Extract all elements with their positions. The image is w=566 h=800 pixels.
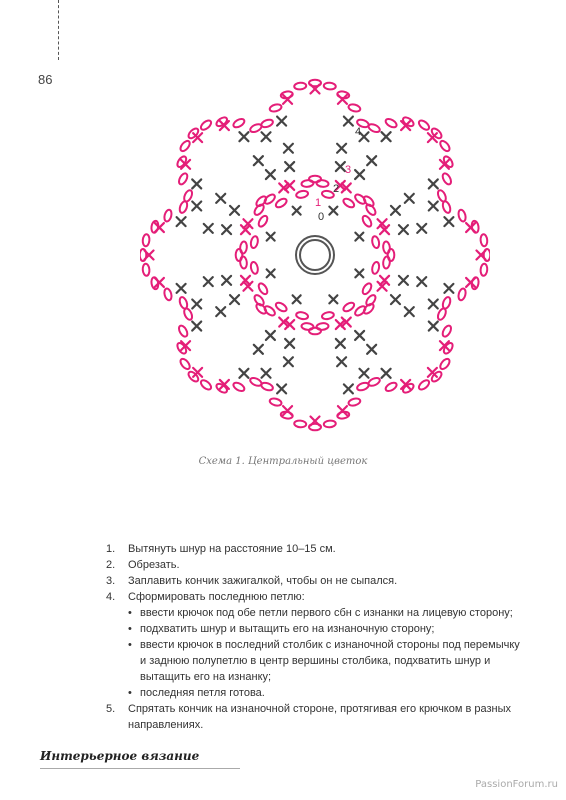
sc-stitch-icon [277, 384, 286, 393]
step-number: 4. [106, 591, 116, 603]
chain-stitch-icon [142, 234, 150, 247]
chain-stitch-icon [257, 214, 269, 228]
chain-stitch-icon [301, 180, 314, 188]
sc-stitch-icon [254, 345, 263, 354]
instruction-step [106, 701, 526, 733]
bullet-icon: • [128, 623, 132, 635]
chain-stitch-icon [417, 119, 430, 132]
sc-stitch-icon [204, 224, 213, 233]
chain-stitch-icon [274, 197, 288, 209]
sc-stitch-icon [177, 217, 186, 226]
sc-stitch-icon [267, 233, 275, 241]
sc-stitch-icon [337, 357, 346, 366]
sc-stitch-icon [284, 144, 293, 153]
crochet-diagram [140, 60, 490, 450]
sc-stitch-icon [155, 223, 164, 232]
chain-stitch-icon [371, 261, 380, 274]
chain-stitch-icon [457, 288, 466, 301]
sc-stitch-icon [329, 207, 337, 215]
chain-stitch-icon [255, 195, 268, 208]
instruction-substep [106, 685, 526, 701]
chain-stitch-icon [439, 139, 452, 152]
footer-rule [40, 768, 240, 769]
sc-stitch-icon [266, 331, 275, 340]
step-number: 2. [106, 559, 116, 571]
sc-stitch-icon [293, 295, 301, 303]
sc-stitch-icon [466, 223, 475, 232]
sc-stitch-icon [254, 156, 263, 165]
instruction-substep [106, 637, 526, 685]
chain-stitch-icon [365, 294, 378, 307]
sc-stitch-icon [216, 307, 225, 316]
chain-stitch-icon [362, 302, 375, 315]
bullet-icon: • [128, 607, 132, 619]
chain-stitch-icon [232, 381, 246, 393]
chain-stitch-icon [457, 209, 466, 222]
step-text: Заплавить кончик зажигалкой, чтобы он не сыпался. [128, 575, 398, 587]
chain-stitch-icon [269, 103, 282, 112]
chain-stitch-icon [177, 172, 189, 186]
chain-stitch-icon [441, 324, 453, 338]
sc-stitch-icon [355, 269, 363, 277]
sc-stitch-icon [359, 369, 368, 378]
chain-stitch-icon [439, 357, 452, 370]
step-number: 3. [106, 575, 116, 587]
sc-stitch-icon [277, 117, 286, 126]
instruction-step [106, 557, 526, 573]
chain-stitch-icon [296, 311, 309, 320]
sc-stitch-icon [262, 132, 271, 141]
chain-stitch-icon [441, 200, 451, 214]
chain-stitch-icon [480, 234, 488, 247]
chain-stitch-icon [179, 357, 192, 370]
sc-stitch-icon [177, 284, 186, 293]
sc-stitch-icon [466, 278, 475, 287]
top-dashed-rule [58, 0, 59, 60]
footer-title: Интерьерное вязание [40, 749, 200, 763]
sc-stitch-icon [429, 322, 438, 331]
chain-stitch-icon [250, 261, 259, 274]
chain-stitch-icon [301, 323, 314, 331]
chain-stitch-icon [253, 203, 266, 216]
chain-stitch-icon [296, 190, 309, 199]
sc-stitch-icon [284, 357, 293, 366]
chain-stitch-icon [342, 197, 356, 209]
chain-stitch-icon [294, 82, 307, 90]
chain-stitch-icon [253, 294, 266, 307]
sc-stitch-icon [399, 225, 408, 234]
chain-stitch-icon [324, 82, 337, 90]
bullet-icon: • [128, 639, 132, 651]
chain-stitch-icon [178, 296, 188, 310]
sc-stitch-icon [444, 217, 453, 226]
sc-stitch-icon [192, 202, 201, 211]
sc-stitch-icon [355, 331, 364, 340]
sc-stitch-icon [382, 369, 391, 378]
round-label-1: 1 [315, 197, 322, 209]
step-text: Спрятать кончик на изнаночной стороне, протягивая его крючком в разных направлениях. [128, 703, 512, 731]
chain-stitch-icon [384, 117, 398, 129]
instruction-step [106, 589, 526, 605]
substep-text: последняя петля готова. [140, 687, 265, 699]
chain-stitch-icon [348, 397, 361, 406]
chain-stitch-icon [250, 236, 259, 249]
chain-stitch-icon [354, 305, 367, 318]
step-number: 5. [106, 703, 116, 715]
chain-stitch-icon [142, 264, 150, 277]
sc-stitch-icon [337, 144, 346, 153]
sc-stitch-icon [391, 206, 400, 215]
chain-stitch-icon [269, 397, 282, 406]
sc-stitch-icon [155, 278, 164, 287]
chain-stitch-icon [354, 193, 367, 206]
sc-stitch-icon [262, 369, 271, 378]
step-text: Сформировать последнюю петлю: [128, 591, 305, 603]
sc-stitch-icon [285, 339, 294, 348]
sc-stitch-icon [382, 132, 391, 141]
sc-stitch-icon [429, 299, 438, 308]
page-number: 86 [38, 72, 53, 87]
chain-stitch-icon [199, 119, 212, 132]
sc-stitch-icon [399, 276, 408, 285]
chain-stitch-icon [240, 256, 248, 269]
sc-stitch-icon [239, 132, 248, 141]
instruction-step [106, 541, 526, 557]
chain-stitch-icon [356, 381, 370, 391]
sc-stitch-icon [344, 117, 353, 126]
chain-stitch-icon [417, 379, 430, 392]
sc-stitch-icon [391, 295, 400, 304]
stitch-symbols [140, 80, 490, 431]
sc-stitch-icon [405, 307, 414, 316]
magic-ring-icon [296, 236, 334, 274]
chain-stitch-icon [177, 324, 189, 338]
chain-stitch-icon [383, 256, 391, 269]
round-label-3: 3 [345, 164, 352, 176]
chain-stitch-icon [480, 264, 488, 277]
sc-stitch-icon [266, 170, 275, 179]
sc-stitch-icon [405, 194, 414, 203]
round-label-2: 2 [333, 183, 340, 195]
sc-stitch-icon [344, 384, 353, 393]
round-label-4: 4 [355, 126, 362, 138]
chain-stitch-icon [199, 379, 212, 392]
sc-stitch-icon [417, 277, 426, 286]
sc-stitch-icon [222, 225, 231, 234]
chain-stitch-icon [179, 139, 192, 152]
chain-stitch-icon [365, 203, 378, 216]
chain-stitch-icon [324, 420, 337, 428]
substep-text: ввести крючок под обе петли первого сбн с изнанки на лицевую сторону; [140, 607, 513, 619]
sc-stitch-icon [230, 295, 239, 304]
substep-text: ввести крючок в последний столбик с изнаночной стороны под перемычку и заднюю полупетлю в центр вершины столбика, подхватить шнур и вытащить его на изнанку; [140, 639, 520, 683]
chain-stitch-icon [441, 172, 453, 186]
round-label-0: 0 [318, 211, 325, 223]
sc-stitch-icon [239, 369, 248, 378]
step-number: 1. [106, 543, 116, 555]
sc-stitch-icon [336, 162, 345, 171]
bullet-icon: • [128, 687, 132, 699]
watermark: PassionForum.ru [475, 779, 558, 790]
sc-stitch-icon [338, 406, 347, 415]
sc-stitch-icon [417, 224, 426, 233]
sc-stitch-icon [192, 179, 201, 188]
chain-stitch-icon [361, 214, 373, 228]
instruction-list [106, 541, 526, 733]
sc-stitch-icon [429, 179, 438, 188]
chain-stitch-icon [263, 305, 276, 318]
sc-stitch-icon [355, 170, 364, 179]
chain-stitch-icon [342, 301, 356, 313]
sc-stitch-icon [429, 202, 438, 211]
chain-stitch-icon [274, 301, 288, 313]
sc-stitch-icon [336, 339, 345, 348]
sc-stitch-icon [367, 345, 376, 354]
chain-stitch-icon [163, 288, 172, 301]
chain-stitch-icon [361, 282, 373, 296]
sc-stitch-icon [283, 406, 292, 415]
chain-stitch-icon [316, 323, 329, 331]
chain-stitch-icon [362, 195, 375, 208]
chain-stitch-icon [163, 209, 172, 222]
instruction-substep [106, 621, 526, 637]
sc-stitch-icon [444, 284, 453, 293]
sc-stitch-icon [192, 322, 201, 331]
sc-stitch-icon [367, 156, 376, 165]
chain-stitch-icon [371, 236, 380, 249]
chain-stitch-icon [232, 117, 246, 129]
chain-stitch-icon [321, 311, 334, 320]
chain-stitch-icon [263, 193, 276, 206]
sc-stitch-icon [283, 95, 292, 104]
diagram-caption: Схема 1. Центральный цветок [198, 456, 368, 467]
instruction-step [106, 573, 526, 589]
instruction-substep [106, 605, 526, 621]
chain-stitch-icon [383, 241, 391, 254]
chain-stitch-icon [255, 302, 268, 315]
step-text: Обрезать. [128, 559, 180, 571]
sc-stitch-icon [285, 162, 294, 171]
sc-stitch-icon [204, 277, 213, 286]
sc-stitch-icon [222, 276, 231, 285]
sc-stitch-icon [293, 207, 301, 215]
sc-stitch-icon [230, 206, 239, 215]
sc-stitch-icon [192, 299, 201, 308]
sc-stitch-icon [338, 95, 347, 104]
chain-stitch-icon [257, 282, 269, 296]
sc-stitch-icon [329, 295, 337, 303]
chain-stitch-icon [384, 381, 398, 393]
chain-stitch-icon [348, 103, 361, 112]
substep-text: подхватить шнур и вытащить его на изнаночную сторону; [140, 623, 435, 635]
step-text: Вытянуть шнур на расстояние 10–15 см. [128, 543, 336, 555]
chain-stitch-icon [240, 241, 248, 254]
chain-stitch-icon [316, 180, 329, 188]
sc-stitch-icon [216, 194, 225, 203]
sc-stitch-icon [355, 233, 363, 241]
chain-stitch-icon [294, 420, 307, 428]
sc-stitch-icon [267, 269, 275, 277]
